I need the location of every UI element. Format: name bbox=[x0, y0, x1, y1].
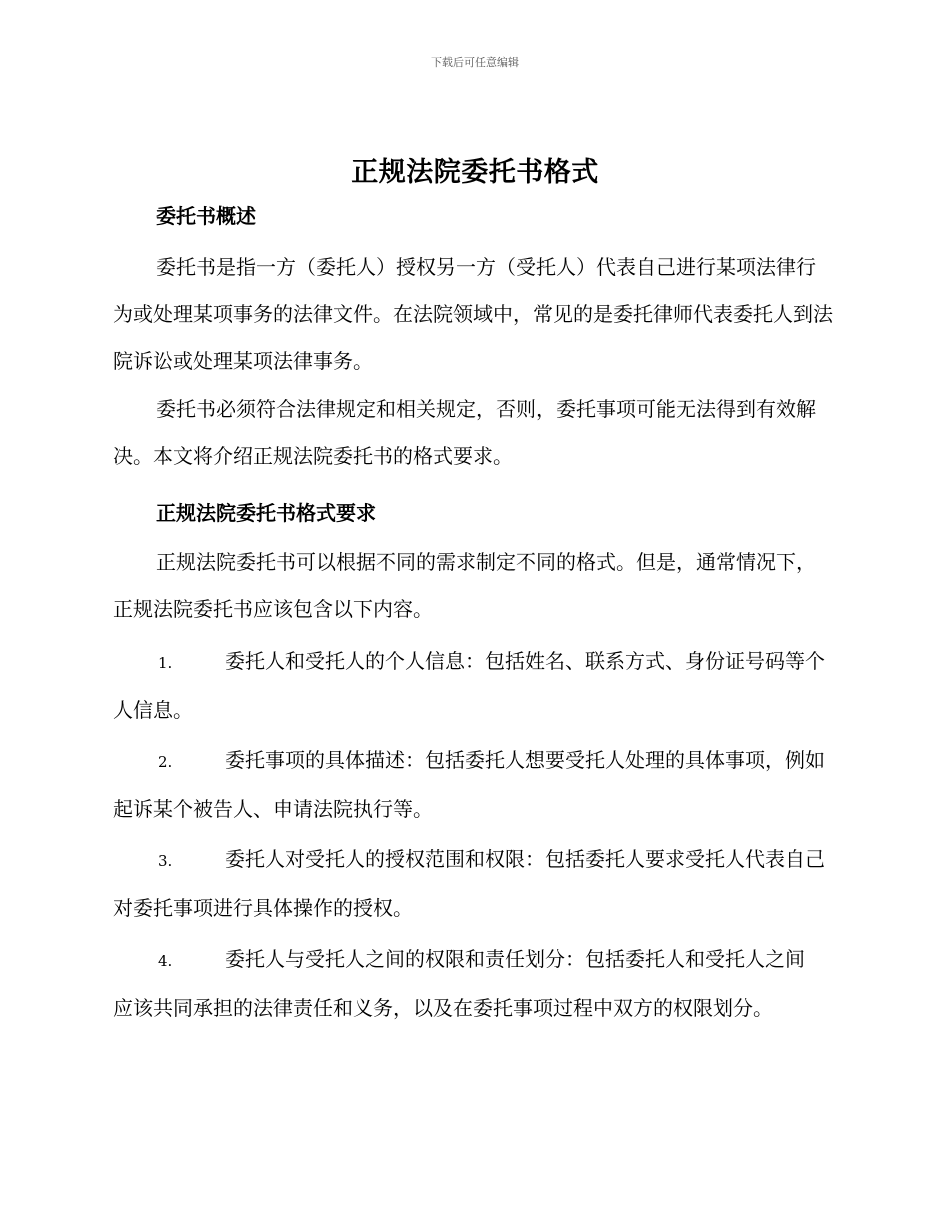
list-item-number: 2. bbox=[158, 753, 173, 771]
list-item-text: 委托人对受托人的授权范围和权限：包括委托人要求受托人代表自己对委托事项进行具体操作的授权。 bbox=[113, 847, 825, 920]
paragraph-overview-1: 委托书是指一方（委托人）授权另一方（受托人）代表自己进行某项法律行为或处理某项事务的法律文件。在法院领域中，常见的是委托律师代表委托人到法院诉讼或处理某项法律事务。 bbox=[113, 255, 833, 373]
list-item-number: 3. bbox=[158, 852, 173, 870]
list-item bbox=[113, 638, 835, 734]
paragraph-format-intro: 正规法院委托书可以根据不同的需求制定不同的格式。但是，通常情况下，正规法院委托书应该包含以下内容。 bbox=[113, 550, 816, 621]
document-title: 正规法院委托书格式 bbox=[351, 157, 599, 188]
list-item bbox=[113, 936, 813, 1032]
page-header: 下载后可任意编辑 bbox=[431, 56, 519, 69]
list-item-number: 1. bbox=[158, 654, 173, 672]
list-item-text: 委托人与受托人之间的权限和责任划分：包括委托人和受托人之间应该共同承担的法律责任和义务，以及在委托事项过程中双方的权限划分。 bbox=[113, 947, 805, 1020]
list-item-number: 4. bbox=[158, 952, 173, 970]
list-item bbox=[113, 836, 835, 932]
list-item-text: 委托事项的具体描述：包括委托人想要受托人处理的具体事项，例如起诉某个被告人、申请法院执行等。 bbox=[113, 748, 825, 821]
section-heading-overview: 委托书概述 bbox=[156, 204, 256, 228]
paragraph-overview-2: 委托书必须符合法律规定和相关规定，否则，委托事项可能无法得到有效解决。本文将介绍正规法院委托书的格式要求。 bbox=[113, 397, 816, 468]
section-heading-format-requirements: 正规法院委托书格式要求 bbox=[156, 501, 376, 525]
list-item-text: 委托人和受托人的个人信息：包括姓名、联系方式、身份证号码等个人信息。 bbox=[113, 649, 825, 722]
list-item bbox=[113, 737, 835, 833]
